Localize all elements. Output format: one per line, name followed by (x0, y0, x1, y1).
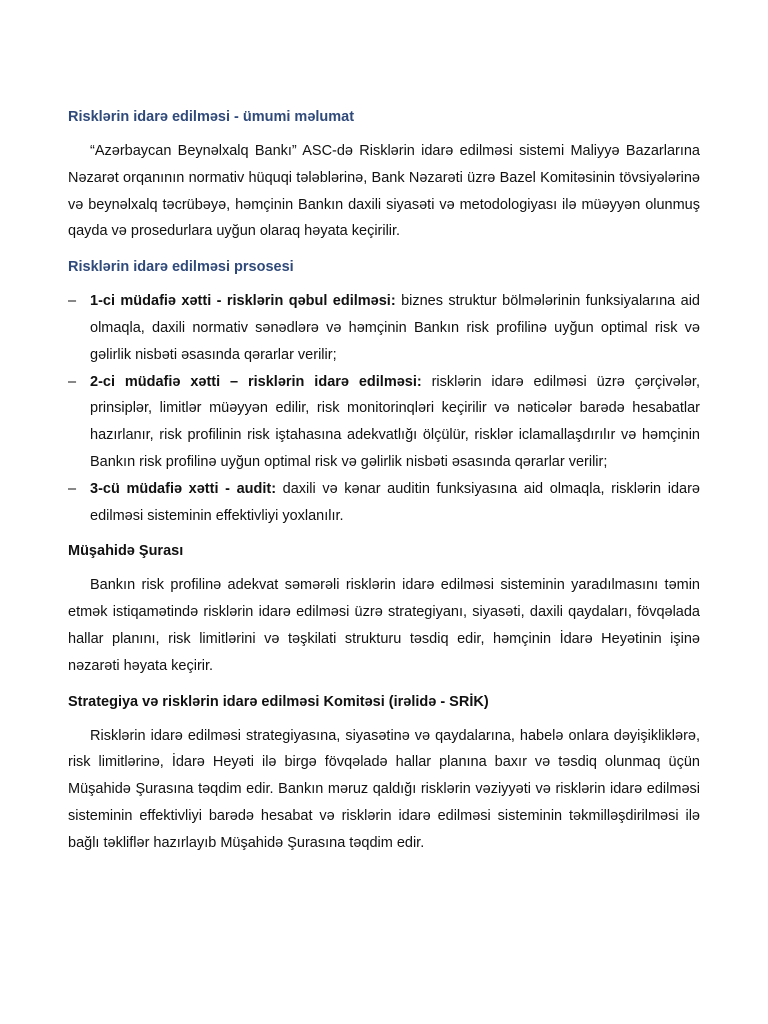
general-info-paragraph: “Azərbaycan Beynəlxalq Bankı” ASC-də Risklərin idarə edilməsi sistemi Maliyyə Bazarlarına Nəzarət orqanının normativ hüquqi tələblərinə, Bank Nəzarəti üzrə Bazel Komitəsinin tövsiyələrinə və beynəlxalq təcrübəyə, həmçinin Bankın daxili siyasəti və metodologiyası ilə müəyyən olunmuş qayda və prosedurlara uyğun olaraq həyata keçirilir. (68, 143, 700, 240)
srik-paragraph: Risklərin idarə edilməsi strategiyasına, siyasətinə və qaydalarına, habelə onlara dəyişikliklərə, risk limitlərinə, İdarə Heyəti ilə birgə fövqəladə hallar planına baxır və təsdiq olunmaq üçün Müşahidə Şurasına təqdim edir. Bankın məruz qaldığı risklərin vəziyyəti və risklərin idarə edilməsi sisteminin effektivliyi barədə hesabat və risklərin idarə edilməsi sisteminin təkmilləşdirilməsi ilə bağlı təkliflər hazırlayıb Müşahidə Şurasına təqdim edir. (68, 727, 700, 851)
section-heading-srik: Strategiya və risklərin idarə edilməsi Komitəsi (irəlidə - SRİK) (68, 693, 489, 710)
list-item (68, 369, 700, 476)
list-item-text: daxili və kənar auditin funksiyasına aid olmaqla, risklərin idarə edilməsi sisteminin effektivliyi yoxlanılır. (90, 480, 700, 524)
list-item-text: risklərin idarə edilməsi üzrə çərçivələr, prinsiplər, limitlər müəyyən edilir, risk monitorinqləri keçirilir və nəticələr barədə hesabatlar hazırlanır, risk profilinin risk iştahasına adekvatlığı ölçülür, risklər iclamallaşdırılır və həmçinin Bankın risk profilinə uyğun optimal risk və gəlirlik nisbəti əsasında qərarlar verilir; (90, 373, 700, 470)
list-item-bold: 2-ci müdafiə xətti – risklərin idarə edilməsi: (90, 373, 422, 390)
list-item (68, 476, 700, 530)
section-heading-general-info: Risklərin idarə edilməsi - ümumi məlumat (68, 109, 355, 125)
defense-lines-list (68, 288, 700, 529)
supervisory-board-paragraph: Bankın risk profilinə adekvat səmərəli risklərin idarə edilməsi sisteminin yaradılmasını təmin etmək istiqamətində risklərin idarə edilməsi üzrə strategiyanı, siyasəti, daxili qaydaları, fövqəlada hallar planını, risk limitlərini və təşkilati strukturu təsdiq edir, həmçinin İdarə Heyətinin işinə nəzarəti həyata keçirir. (68, 577, 700, 674)
list-item-bold: 3-cü müdafiə xətti - audit: (90, 480, 277, 497)
list-dash: – (68, 293, 77, 310)
list-item (68, 288, 700, 368)
list-dash: – (68, 480, 77, 497)
list-item-bold: 1-ci müdafiə xətti - risklərin qəbul edilməsi: (90, 293, 396, 310)
list-item-text: biznes struktur bölmələrinin funksiyalarına aid olmaqla, daxili normativ sənədlərə və həmçinin Bankın risk profilinə uyğun optimal risk və gəlirlik nisbəti əsasında qərarlar verilir; (90, 293, 700, 363)
list-dash: – (68, 373, 77, 390)
section-heading-process: Risklərin idarə edilməsi prsosesi (68, 259, 294, 276)
section-heading-supervisory-board: Müşahidə Şurası (68, 543, 184, 560)
document-page (68, 104, 700, 857)
